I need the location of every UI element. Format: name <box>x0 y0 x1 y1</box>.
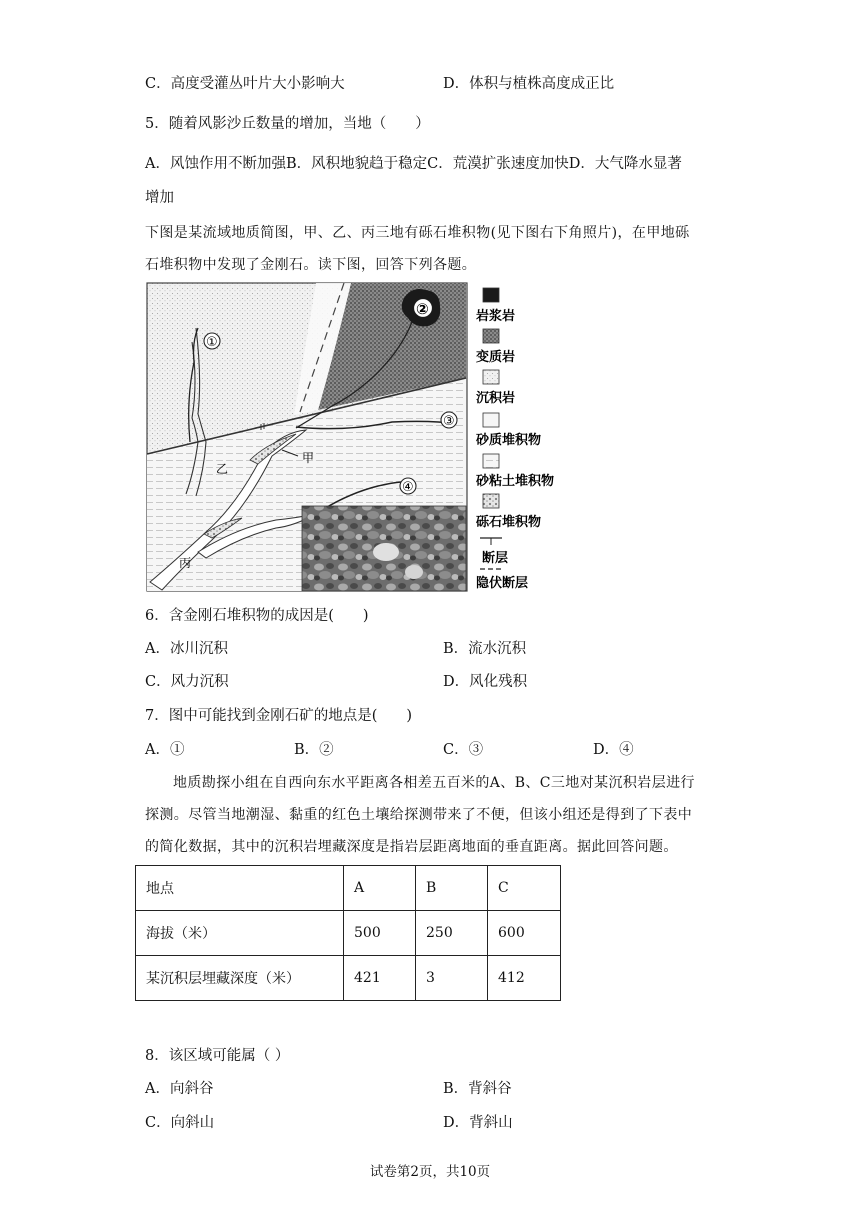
intro2-line3: 的简化数据，其中的沉积岩埋藏深度是指岩层距离地面的垂直距离。据此回答问题。 <box>145 839 678 855</box>
table-cell: A <box>344 866 416 911</box>
intro2-line2: 探测。尽管当地潮湿、黏重的红色土壤给探测带来了不便，但该小组还是得到了下表中 <box>145 807 693 823</box>
legend-gravel: 砾石堆积物 <box>476 515 542 530</box>
label-circle-1: ① <box>206 335 218 350</box>
label-circle-2: ② <box>416 300 429 318</box>
table-cell: 海拔（米） <box>136 911 344 956</box>
label-yi: 乙 <box>216 462 229 476</box>
q7-stem: 7．图中可能找到金刚石矿的地点是( ) <box>145 708 413 724</box>
label-circle-4: ④ <box>402 480 414 495</box>
survey-data-table <box>135 865 561 1001</box>
label-circle-3: ③ <box>443 414 455 429</box>
page-footer: 试卷第2页，共10页 <box>369 1164 491 1180</box>
q5-options-line2: 增加 <box>145 190 174 206</box>
table-cell: 地点 <box>136 866 344 911</box>
table-cell: 600 <box>488 911 561 956</box>
q5-options-line1: A．风蚀作用不断加强B．风积地貌趋于稳定C．荒漠扩张速度加快D．大气降水显著 <box>145 156 682 172</box>
legend-metamorphic: 变质岩 <box>476 350 516 365</box>
q8-option-c: C．向斜山 <box>145 1115 215 1131</box>
table-cell: C <box>488 866 561 911</box>
legend-hidden-fault: 隐伏断层 <box>476 576 529 591</box>
q7-option-a: A．① <box>145 742 185 758</box>
q6-stem: 6．含金刚石堆积物的成因是( ) <box>145 608 369 624</box>
q8-option-a: A．向斜谷 <box>145 1081 214 1097</box>
q7-option-c: C．③ <box>443 742 484 758</box>
q6-option-c: C．风力沉积 <box>145 674 229 690</box>
q6-option-d: D．风化残积 <box>443 674 528 690</box>
table-cell: 500 <box>344 911 416 956</box>
legend-sandy: 砂质堆积物 <box>476 433 542 448</box>
legend-sand-clay: 砂粘土堆积物 <box>476 474 555 489</box>
intro2-line1: 地质勘探小组在自西向东水平距离各相差五百米的A、B、C三地对某沉积岩层进行 <box>173 775 695 791</box>
table-cell: 250 <box>416 911 488 956</box>
table-cell: 412 <box>488 956 561 1001</box>
table-cell: 3 <box>416 956 488 1001</box>
q6-option-a: A．冰川沉积 <box>145 641 228 657</box>
q5-stem: 5．随着风影沙丘数量的增加，当地（ ） <box>145 116 430 132</box>
intro1-line2: 石堆积物中发现了金刚石。读下图，回答下列各题。 <box>145 257 477 273</box>
table-cell: 421 <box>344 956 416 1001</box>
intro1-line1: 下图是某流域地质简图，甲、乙、丙三地有砾石堆积物(见下图右下角照片)，在甲地砾 <box>145 225 690 241</box>
q8-stem: 8．该区域可能属（ ） <box>145 1048 290 1064</box>
q7-option-b: B．② <box>294 742 334 758</box>
label-jia: 甲 <box>302 451 315 465</box>
legend-magmatic: 岩浆岩 <box>476 309 516 324</box>
label-bing: 丙 <box>179 556 192 570</box>
table-row <box>136 956 561 1001</box>
q6-option-b: B．流水沉积 <box>443 641 527 657</box>
q4-option-d: D．体积与植株高度成正比 <box>443 76 615 92</box>
q8-option-b: B．背斜谷 <box>443 1081 512 1097</box>
q4-option-c: C．高度受灌丛叶片大小影响大 <box>145 76 345 92</box>
table-cell: 某沉积层埋藏深度（米） <box>136 956 344 1001</box>
table-cell: B <box>416 866 488 911</box>
table-row <box>136 911 561 956</box>
legend <box>476 288 554 591</box>
table-header-row <box>136 866 561 911</box>
geology-map-figure <box>146 282 558 594</box>
q7-option-d: D．④ <box>593 742 634 758</box>
legend-fault: 断层 <box>482 551 509 566</box>
q8-option-d: D．背斜山 <box>443 1115 513 1131</box>
legend-sedimentary: 沉积岩 <box>476 391 516 406</box>
